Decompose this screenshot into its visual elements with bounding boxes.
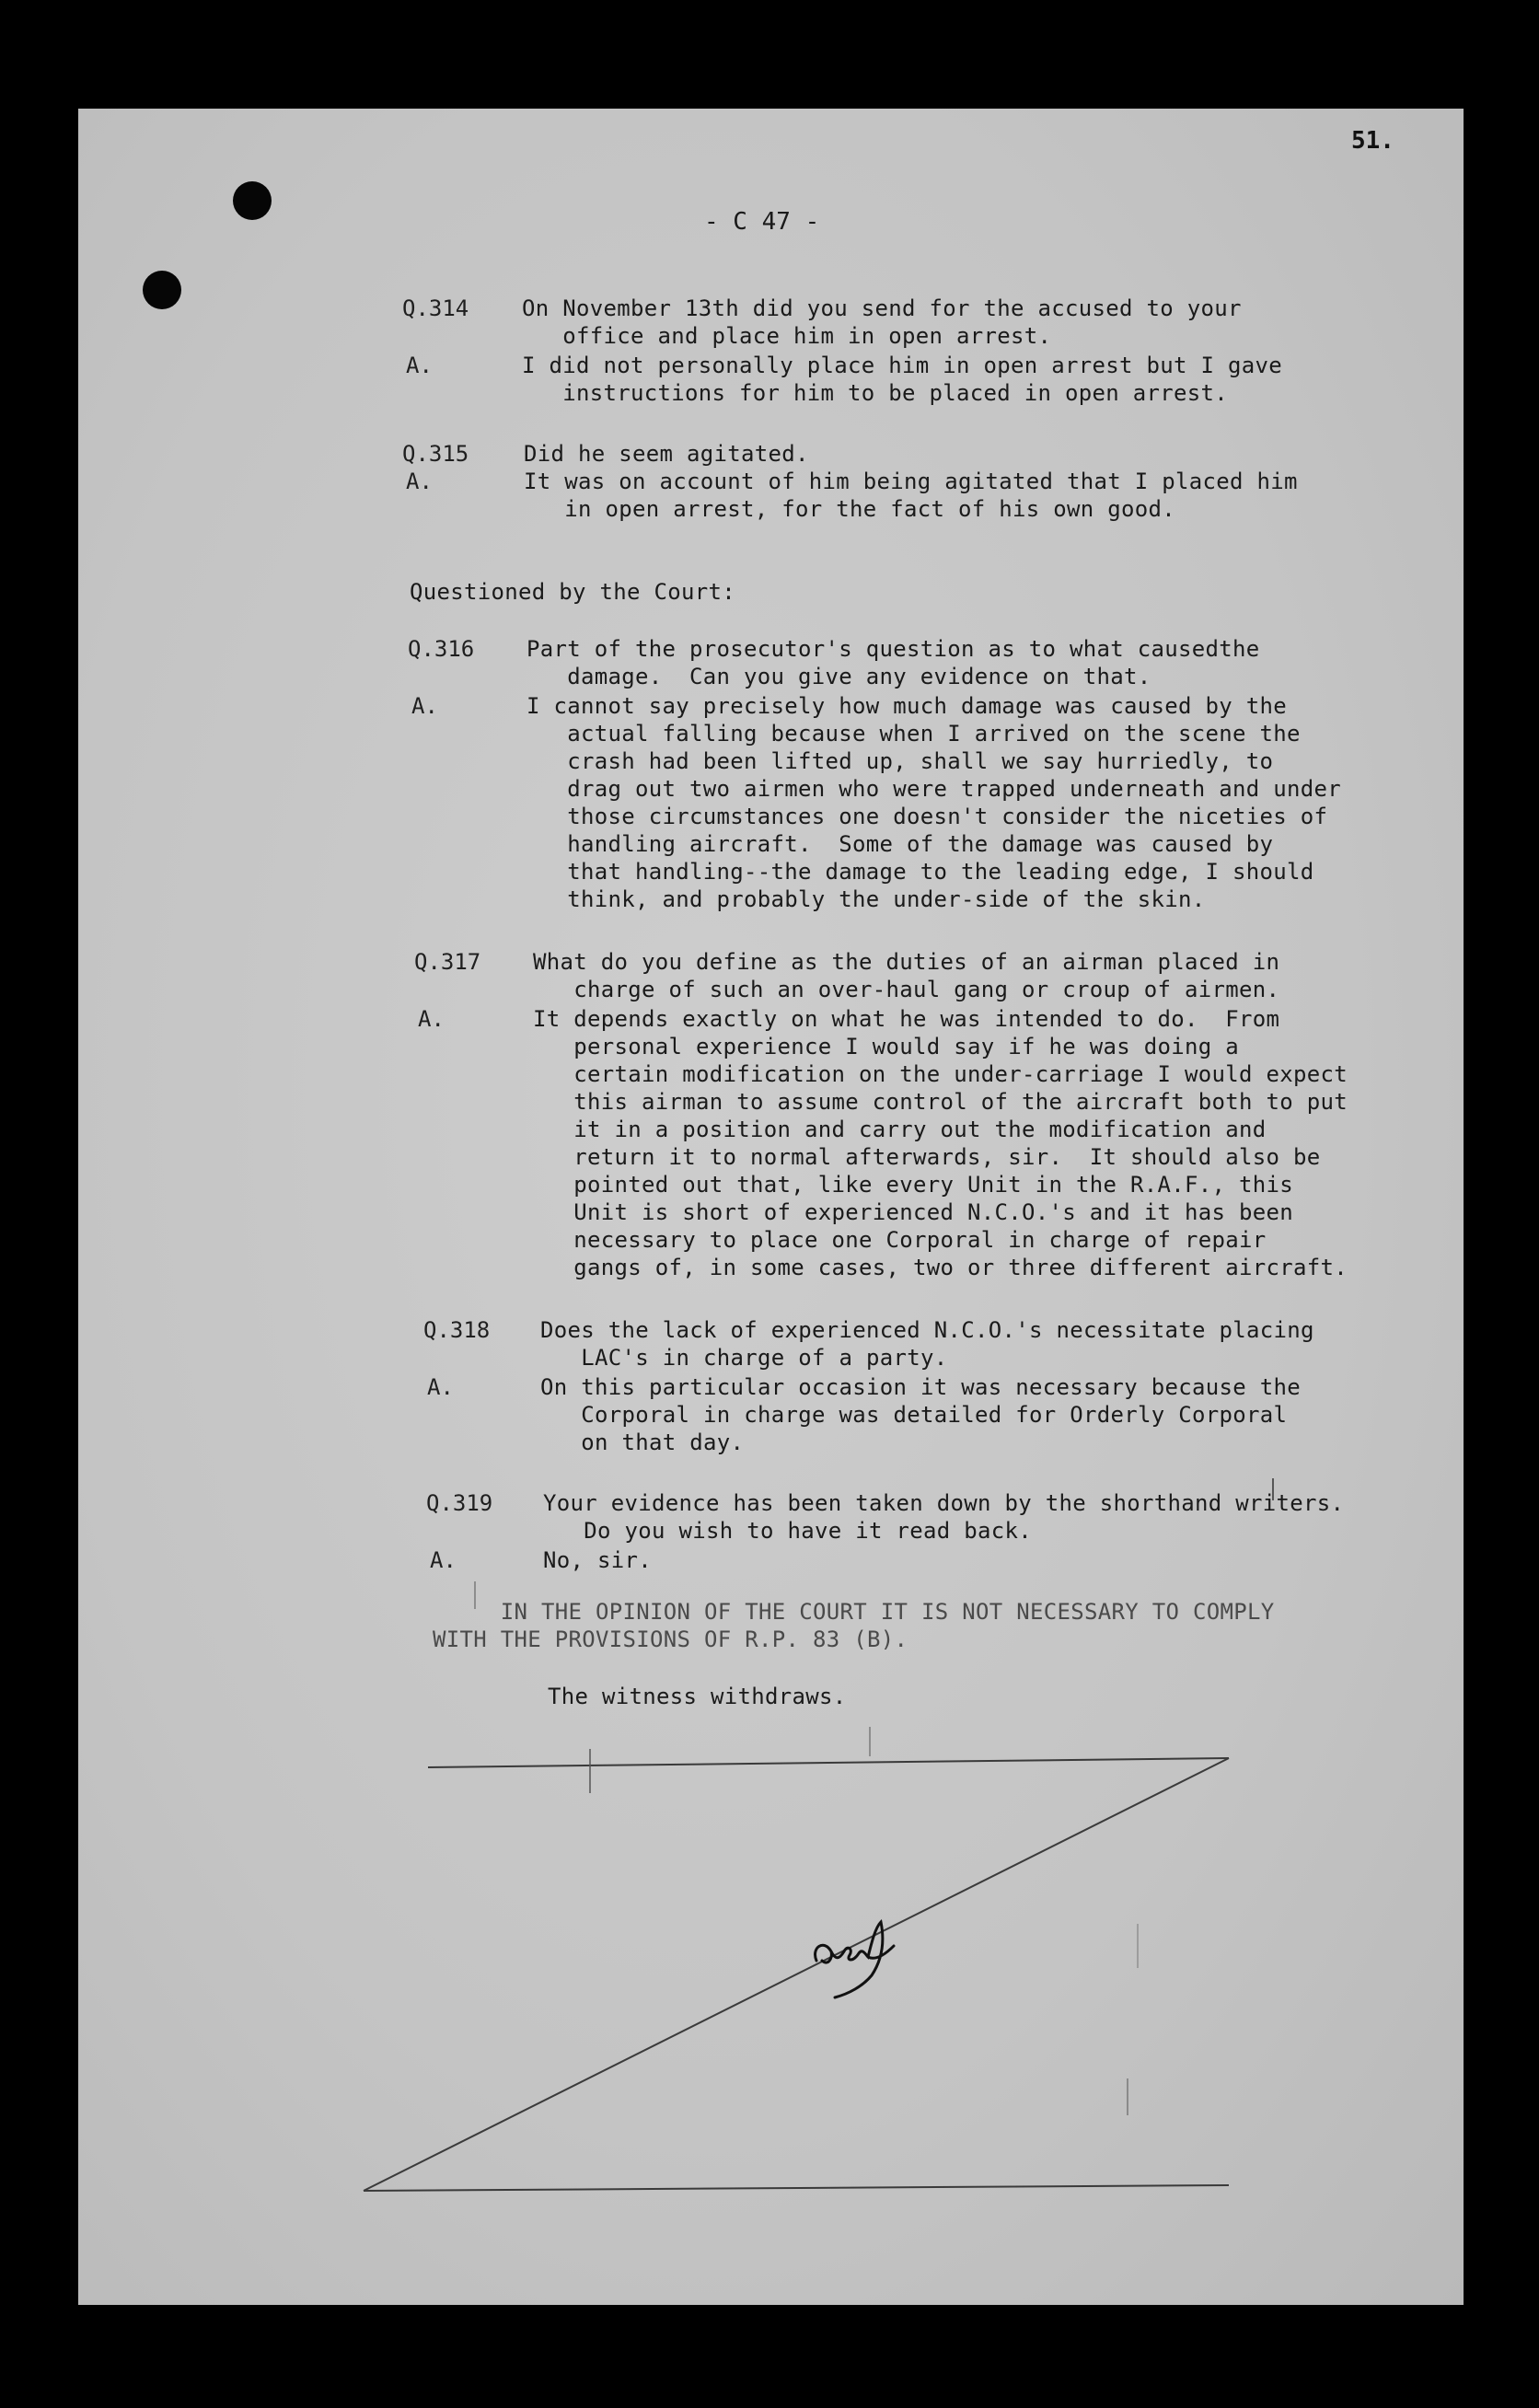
answer-label-316: A. (411, 693, 438, 719)
answer-318-line-3: on that day. (540, 1430, 745, 1455)
answer-319-line-1: No, sir. (543, 1547, 652, 1573)
question-314-line-1: On November 13th did you send for the accused to your (522, 295, 1242, 321)
answer-316-line-1: I cannot say precisely how much damage was caused by the (526, 693, 1287, 719)
question-number-319: Q.319 (426, 1490, 493, 1516)
question-319-line-1: Your evidence has been taken down by the shorthand writers. (543, 1490, 1345, 1516)
answer-317-line-4: this airman to assume control of the aircraft both to put (533, 1089, 1348, 1115)
question-317-line-2: charge of such an over-haul gang or croup of airmen. (533, 977, 1280, 1002)
answer-317-line-7: pointed out that, like every Unit in the R.A.F., this (533, 1172, 1293, 1198)
document-page (78, 109, 1464, 2305)
answer-315-line-1: It was on account of him being agitated that I placed him (524, 469, 1298, 494)
answer-315-line-2: in open arrest, for the fact of his own good. (524, 496, 1175, 522)
question-318-line-2: LAC's in charge of a party. (540, 1345, 948, 1371)
answer-label-314: A. (406, 353, 433, 378)
initials-signature (807, 1904, 918, 2005)
page-rulings (78, 109, 1464, 2305)
answer-316-line-6: handling aircraft. Some of the damage was caused by (526, 831, 1274, 857)
answer-317-line-5: it in a position and carry out the modification and (533, 1117, 1267, 1142)
court-heading: Questioned by the Court: (410, 579, 735, 605)
answer-316-line-3: crash had been lifted up, shall we say hurriedly, to (526, 748, 1274, 774)
question-number-317: Q.317 (414, 949, 481, 975)
page-header: - C 47 - (704, 208, 820, 236)
answer-316-line-8: think, and probably the under-side of the skin. (526, 886, 1206, 912)
question-318-line-1: Does the lack of experienced N.C.O.'s necessitate placing (540, 1317, 1314, 1343)
answer-316-line-5: those circumstances one doesn't consider the niceties of (526, 804, 1328, 829)
question-number-318: Q.318 (423, 1317, 491, 1343)
court-opinion-line-1: IN THE OPINION OF THE COURT IT IS NOT NECESSARY TO COMPLY (433, 1599, 1275, 1625)
court-opinion-line-2: WITH THE PROVISIONS OF R.P. 83 (B). (433, 1627, 908, 1652)
question-316-line-1: Part of the prosecutor's question as to what causedthe (526, 636, 1260, 662)
answer-317-line-9: necessary to place one Corporal in charge of repair (533, 1227, 1267, 1253)
witness-withdraws: The witness withdraws. (548, 1684, 847, 1709)
punch-hole-bottom (143, 271, 181, 309)
question-317-line-1: What do you define as the duties of an airman placed in (533, 949, 1280, 975)
answer-316-line-2: actual falling because when I arrived on the scene the (526, 721, 1301, 747)
question-316-line-2: damage. Can you give any evidence on that. (526, 664, 1151, 689)
answer-317-line-3: certain modification on the under-carriage I would expect (533, 1061, 1348, 1087)
answer-314-line-2: instructions for him to be placed in open arrest. (522, 380, 1228, 406)
answer-318-line-2: Corporal in charge was detailed for Orderly Corporal (540, 1402, 1288, 1428)
answer-317-line-1: It depends exactly on what he was intended to do. From (533, 1006, 1280, 1032)
answer-316-line-4: drag out two airmen who were trapped underneath and under (526, 776, 1341, 802)
punch-hole-top (233, 181, 272, 220)
answer-label-317: A. (418, 1006, 445, 1032)
answer-label-318: A. (427, 1374, 454, 1400)
question-number-314: Q.314 (402, 295, 469, 321)
question-number-315: Q.315 (402, 441, 469, 467)
question-314-line-2: office and place him in open arrest. (522, 323, 1052, 349)
page-number: 51. (1351, 127, 1394, 155)
answer-317-line-10: gangs of, in some cases, two or three different aircraft. (533, 1255, 1348, 1280)
answer-317-line-6: return it to normal afterwards, sir. It should also be (533, 1144, 1321, 1170)
question-number-316: Q.316 (408, 636, 475, 662)
answer-314-line-1: I did not personally place him in open arrest but I gave (522, 353, 1282, 378)
answer-318-line-1: On this particular occasion it was necessary because the (540, 1374, 1301, 1400)
answer-label-315: A. (406, 469, 433, 494)
answer-label-319: A. (430, 1547, 457, 1573)
question-315-line-1: Did he seem agitated. (524, 441, 809, 467)
answer-317-line-8: Unit is short of experienced N.C.O.'s and it has been (533, 1199, 1293, 1225)
answer-317-line-2: personal experience I would say if he was doing a (533, 1034, 1239, 1059)
answer-316-line-7: that handling--the damage to the leading edge, I should (526, 859, 1314, 885)
question-319-line-2: Do you wish to have it read back. (543, 1518, 1032, 1544)
